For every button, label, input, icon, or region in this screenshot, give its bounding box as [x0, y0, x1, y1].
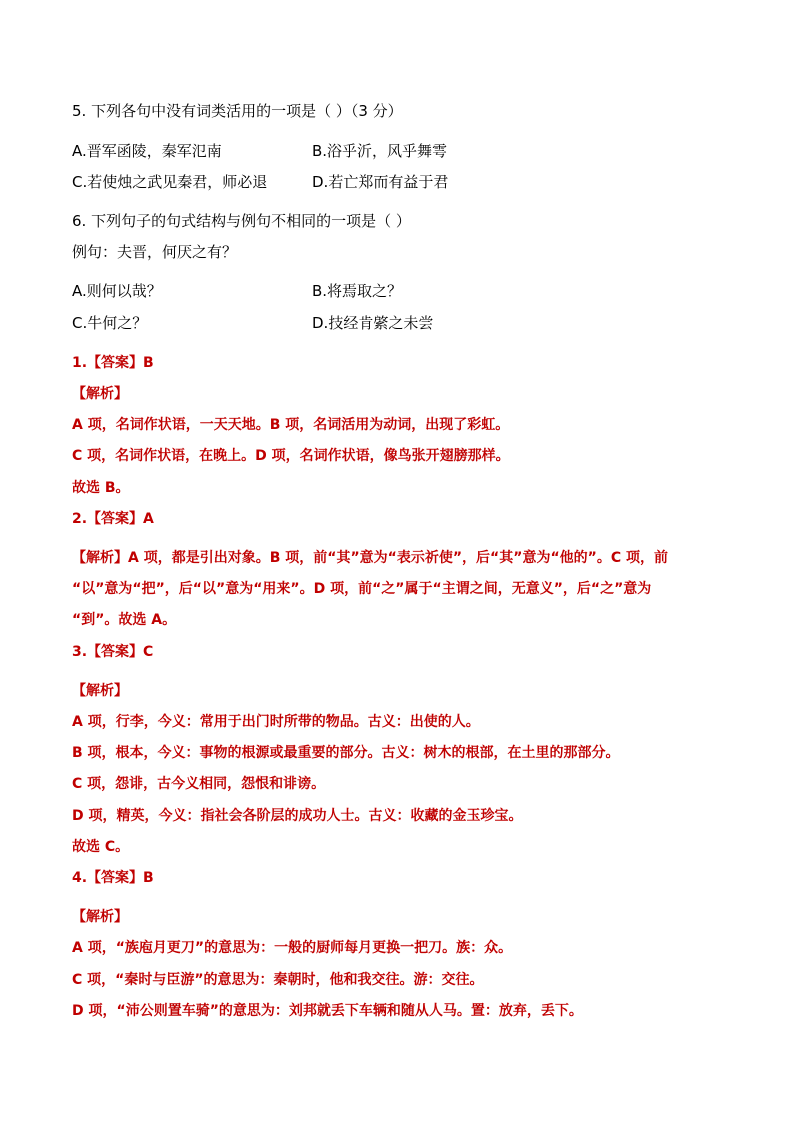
answer-3-analysis-label: 【解析】: [72, 683, 128, 699]
answer-3-line: C 项，怨诽，古今义相同，怨恨和诽谤。: [72, 776, 326, 792]
answer-4-line: A 项，“族庖月更刀”的意思为：一般的厨师每月更换一把刀。族：众。: [72, 940, 513, 956]
question-5-option-c: C.若使烛之武见秦君，师必退: [72, 173, 268, 191]
answer-1-conclusion: 故选 B。: [72, 480, 130, 496]
answer-3-heading: 3.【答案】C: [72, 644, 154, 660]
answer-3-line: B 项，根本，今义：事物的根源或最重要的部分。古义：树木的根部，在土里的那部分。: [72, 745, 620, 761]
question-6-option-c: C.牛何之？: [72, 314, 148, 332]
answer-1-heading: 1.【答案】B: [72, 355, 154, 371]
question-6-option-d: D.技经肯綮之未尝: [312, 314, 434, 332]
answer-3-line: A 项，行李，今义：常用于出门时所带的物品。古义：出使的人。: [72, 714, 480, 730]
answer-1-line: C 项，名词作状语，在晚上。D 项，名词作状语，像鸟张开翅膀那样。: [72, 448, 510, 464]
answer-1-line: A 项，名词作状语，一天天地。B 项，名词活用为动词，出现了彩虹。: [72, 417, 510, 433]
answer-4-line: C 项，“秦时与臣游”的意思为：秦朝时，他和我交往。游：交往。: [72, 972, 484, 988]
question-6-option-a: A.则何以哉？: [72, 282, 162, 300]
answer-2-line: “以”意为“把”，后“以”意为“用来”。D 项，前“之”属于“主谓之间，无意义”，后“之”意为: [72, 581, 652, 597]
question-5-option-b: B.浴乎沂，风乎舞雩: [312, 142, 448, 160]
question-5-option-a: A.晋军函陵，秦军氾南: [72, 142, 222, 160]
answer-4-analysis-label: 【解析】: [72, 909, 128, 925]
answer-2-line: “到”。故选 A。: [72, 612, 177, 628]
question-5-option-d: D.若亡郑而有益于君: [312, 173, 449, 191]
answer-3-line: D 项，精英，今义：指社会各阶层的成功人士。古义：收藏的金玉珍宝。: [72, 808, 523, 824]
question-6-stem: 6. 下列句子的句式结构与例句不相同的一项是（ ）: [72, 212, 411, 230]
question-5-stem: 5. 下列各句中没有词类活用的一项是（ ）（3 分）: [72, 102, 403, 120]
answer-1-analysis-label: 【解析】: [72, 386, 128, 402]
answer-2-heading: 2.【答案】A: [72, 511, 154, 527]
question-6-example: 例句：夫晋，何厌之有？: [72, 243, 238, 261]
answer-4-heading: 4.【答案】B: [72, 870, 154, 886]
answer-3-conclusion: 故选 C。: [72, 839, 130, 855]
answer-4-line: D 项，“沛公则置车骑”的意思为：刘邦就丢下车辆和随从人马。置：放弃，丢下。: [72, 1003, 583, 1019]
question-6-option-b: B.将焉取之？: [312, 282, 403, 300]
answer-2-line: 【解析】A 项，都是引出对象。B 项，前“其”意为“表示祈使”，后“其”意为“他的”。C 项，前: [72, 550, 669, 566]
